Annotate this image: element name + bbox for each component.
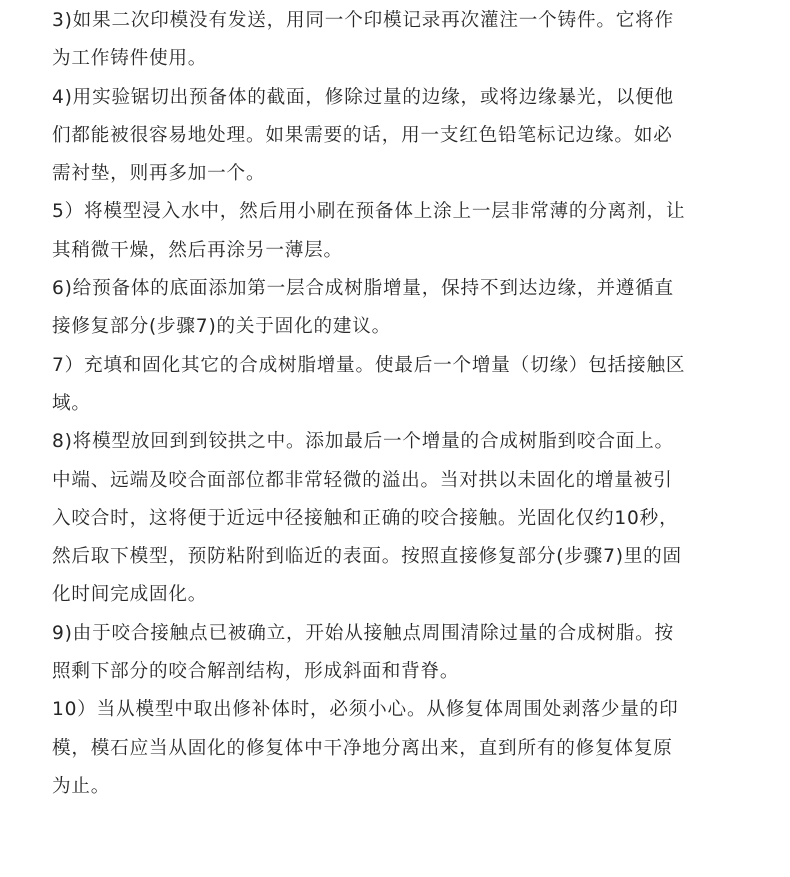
- text-line: 7）充填和固化其它的合成树脂增量。使最后一个增量（切缘）包括接触区: [52, 354, 686, 376]
- step-7-paragraph: [52, 347, 764, 424]
- step-10-paragraph: [52, 691, 764, 806]
- text-line: 需衬垫，则再多加一个。: [52, 163, 266, 185]
- text-line: 8)将模型放回到到铰拱之中。添加最后一个增量的合成树脂到咬合面上。: [52, 431, 674, 453]
- step-6-paragraph: [52, 270, 764, 347]
- text-line: 5）将模型浸入水中，然后用小刷在预备体上涂上一层非常薄的分离剂，让: [52, 201, 686, 223]
- text-line: 4)用实验锯切出预备体的截面，修除过量的边缘，或将边缘暴光，以便他: [52, 86, 674, 108]
- text-line: 入咬合时，这将便于近远中径接触和正确的咬合接触。光固化仅约10秒，: [52, 507, 679, 529]
- text-line: 其稍微干燥，然后再涂另一薄层。: [52, 239, 343, 261]
- text-line: 为止。: [52, 775, 111, 797]
- step-3-paragraph: [52, 2, 764, 79]
- text-line: 模，模石应当从固化的修复体中干净地分离出来，直到所有的修复体复原: [52, 737, 673, 759]
- step-8-paragraph: [52, 423, 764, 614]
- step-5-paragraph: [52, 193, 764, 270]
- text-line: 中端、远端及咬合面部位都非常轻微的溢出。当对拱以未固化的增量被引: [52, 469, 673, 491]
- text-line: 域。: [52, 392, 91, 414]
- text-line: 3)如果二次印模没有发送，用同一个印模记录再次灌注一个铸件。它将作: [52, 10, 674, 31]
- text-line: 接修复部分(步骤7)的关于固化的建议。: [52, 316, 392, 338]
- text-line: 照剩下部分的咬合解剖结构，形成斜面和背脊。: [52, 661, 460, 683]
- text-line: 10）当从模型中取出修补体时，必须小心。从修复体周围处剥落少量的印: [52, 699, 679, 721]
- text-line: 们都能被很容易地处理。如果需要的话，用一支红色铅笔标记边缘。如必: [52, 124, 673, 146]
- text-line: 6)给预备体的底面添加第一层合成树脂增量，保持不到达边缘，并遵循直: [52, 278, 674, 300]
- step-4-paragraph: [52, 79, 764, 194]
- step-9-paragraph: [52, 615, 764, 692]
- text-line: 9)由于咬合接触点已被确立，开始从接触点周围清除过量的合成树脂。按: [52, 622, 674, 644]
- text-line: 然后取下模型，预防粘附到临近的表面。按照直接修复部分(步骤7)里的固: [52, 546, 682, 568]
- text-line: 为工作铸件使用。: [52, 48, 208, 70]
- text-line: 化时间完成固化。: [52, 584, 208, 606]
